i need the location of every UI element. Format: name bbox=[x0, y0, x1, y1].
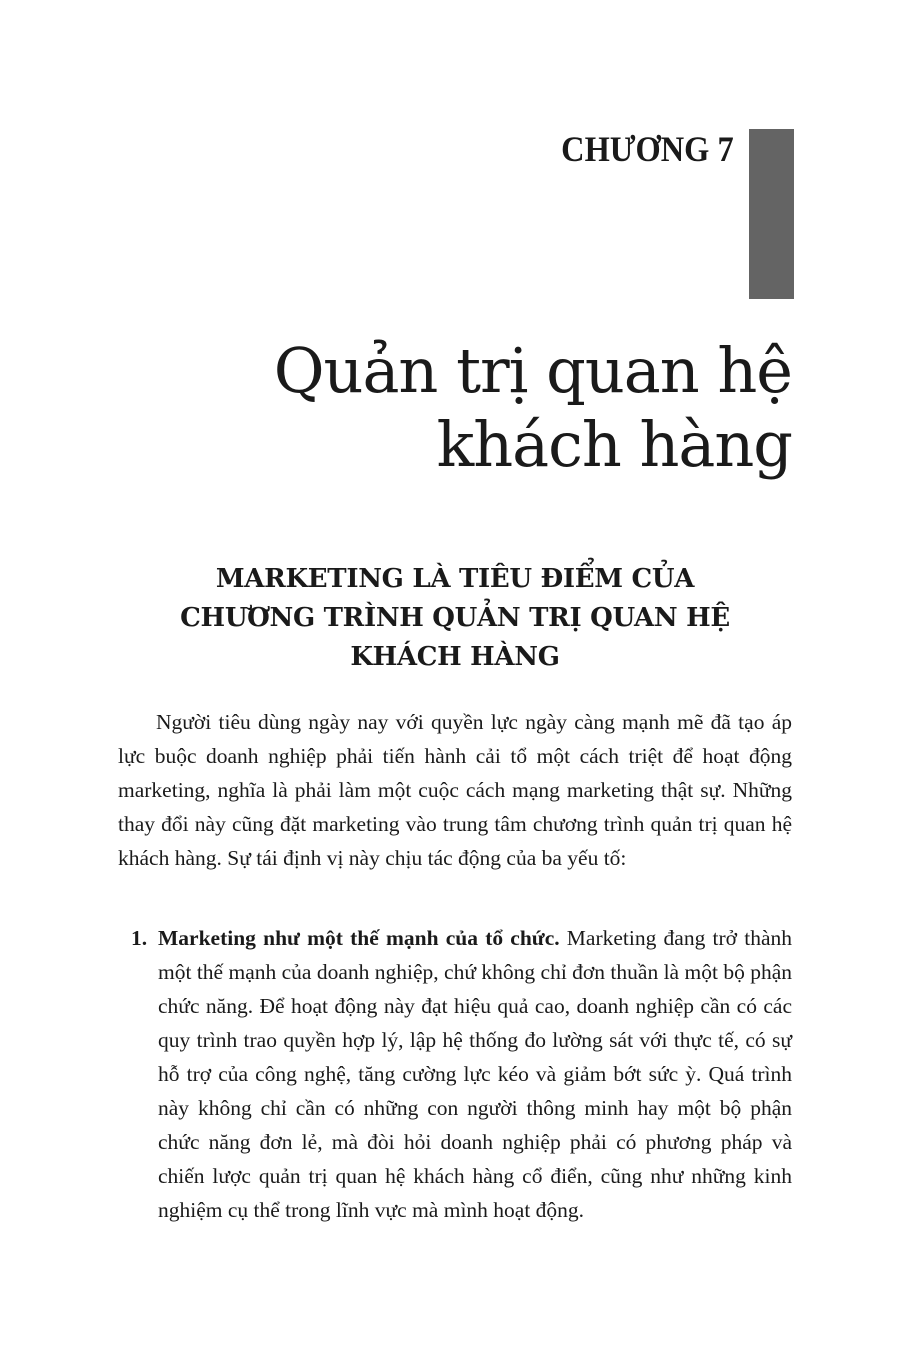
chapter-title-line-1: Quản trị quan hệ bbox=[273, 334, 792, 407]
numbered-list bbox=[131, 921, 792, 1227]
list-item bbox=[131, 921, 792, 1227]
list-item-lead: Marketing như một thế mạnh của tổ chức. bbox=[158, 926, 560, 950]
chapter-title bbox=[232, 334, 792, 482]
section-heading bbox=[120, 560, 790, 677]
intro-paragraph: Người tiêu dùng ngày nay với quyền lực ngày càng mạnh mẽ đã tạo áp lực buộc doanh nghiệp phải tiến hành cải tổ một cách triệt để hoạt động marketing, nghĩa là phải làm một cuộc cách mạng marketing thật sự. Những thay đổi này cũng đặt marketing vào trung tâm chương trình quản trị quan hệ khách hàng. Sự tái định vị này chịu tác động của ba yếu tố: bbox=[118, 710, 792, 870]
chapter-title-line-2: khách hàng bbox=[436, 408, 792, 481]
section-heading-line-1: MARKETING LÀ TIÊU ĐIỂM CỦA bbox=[215, 564, 695, 594]
section-heading-line-2: CHƯƠNG TRÌNH QUẢN TRỊ QUAN HỆ bbox=[180, 603, 730, 633]
list-item-body: Marketing đang trở thành một thế mạnh của doanh nghiệp, chứ không chỉ đơn thuần là một bộ phận chức năng. Để hoạt động này đạt hiệu quả cao, doanh nghiệp cần có các quy trình trao quyền hợp lý, lập hệ thống đo lường sát với thực tế, có sự hỗ trợ của công nghệ, tăng cường lực kéo và giảm bớt sức ỳ. Quá trình này không chỉ cần có những con người thông minh hay một bộ phận chức năng đơn lẻ, mà đòi hỏi doanh nghiệp phải có phương pháp và chiến lược quản trị quan hệ khách hàng cổ điển, cũng như những kinh nghiệm cụ thể trong lĩnh vực mà mình hoạt động. bbox=[158, 926, 792, 1222]
chapter-label: CHƯƠNG 7 bbox=[561, 129, 734, 169]
chapter-bar bbox=[749, 129, 794, 299]
list-item-number: 1. bbox=[131, 926, 148, 950]
section-heading-line-3: KHÁCH HÀNG bbox=[350, 642, 560, 672]
